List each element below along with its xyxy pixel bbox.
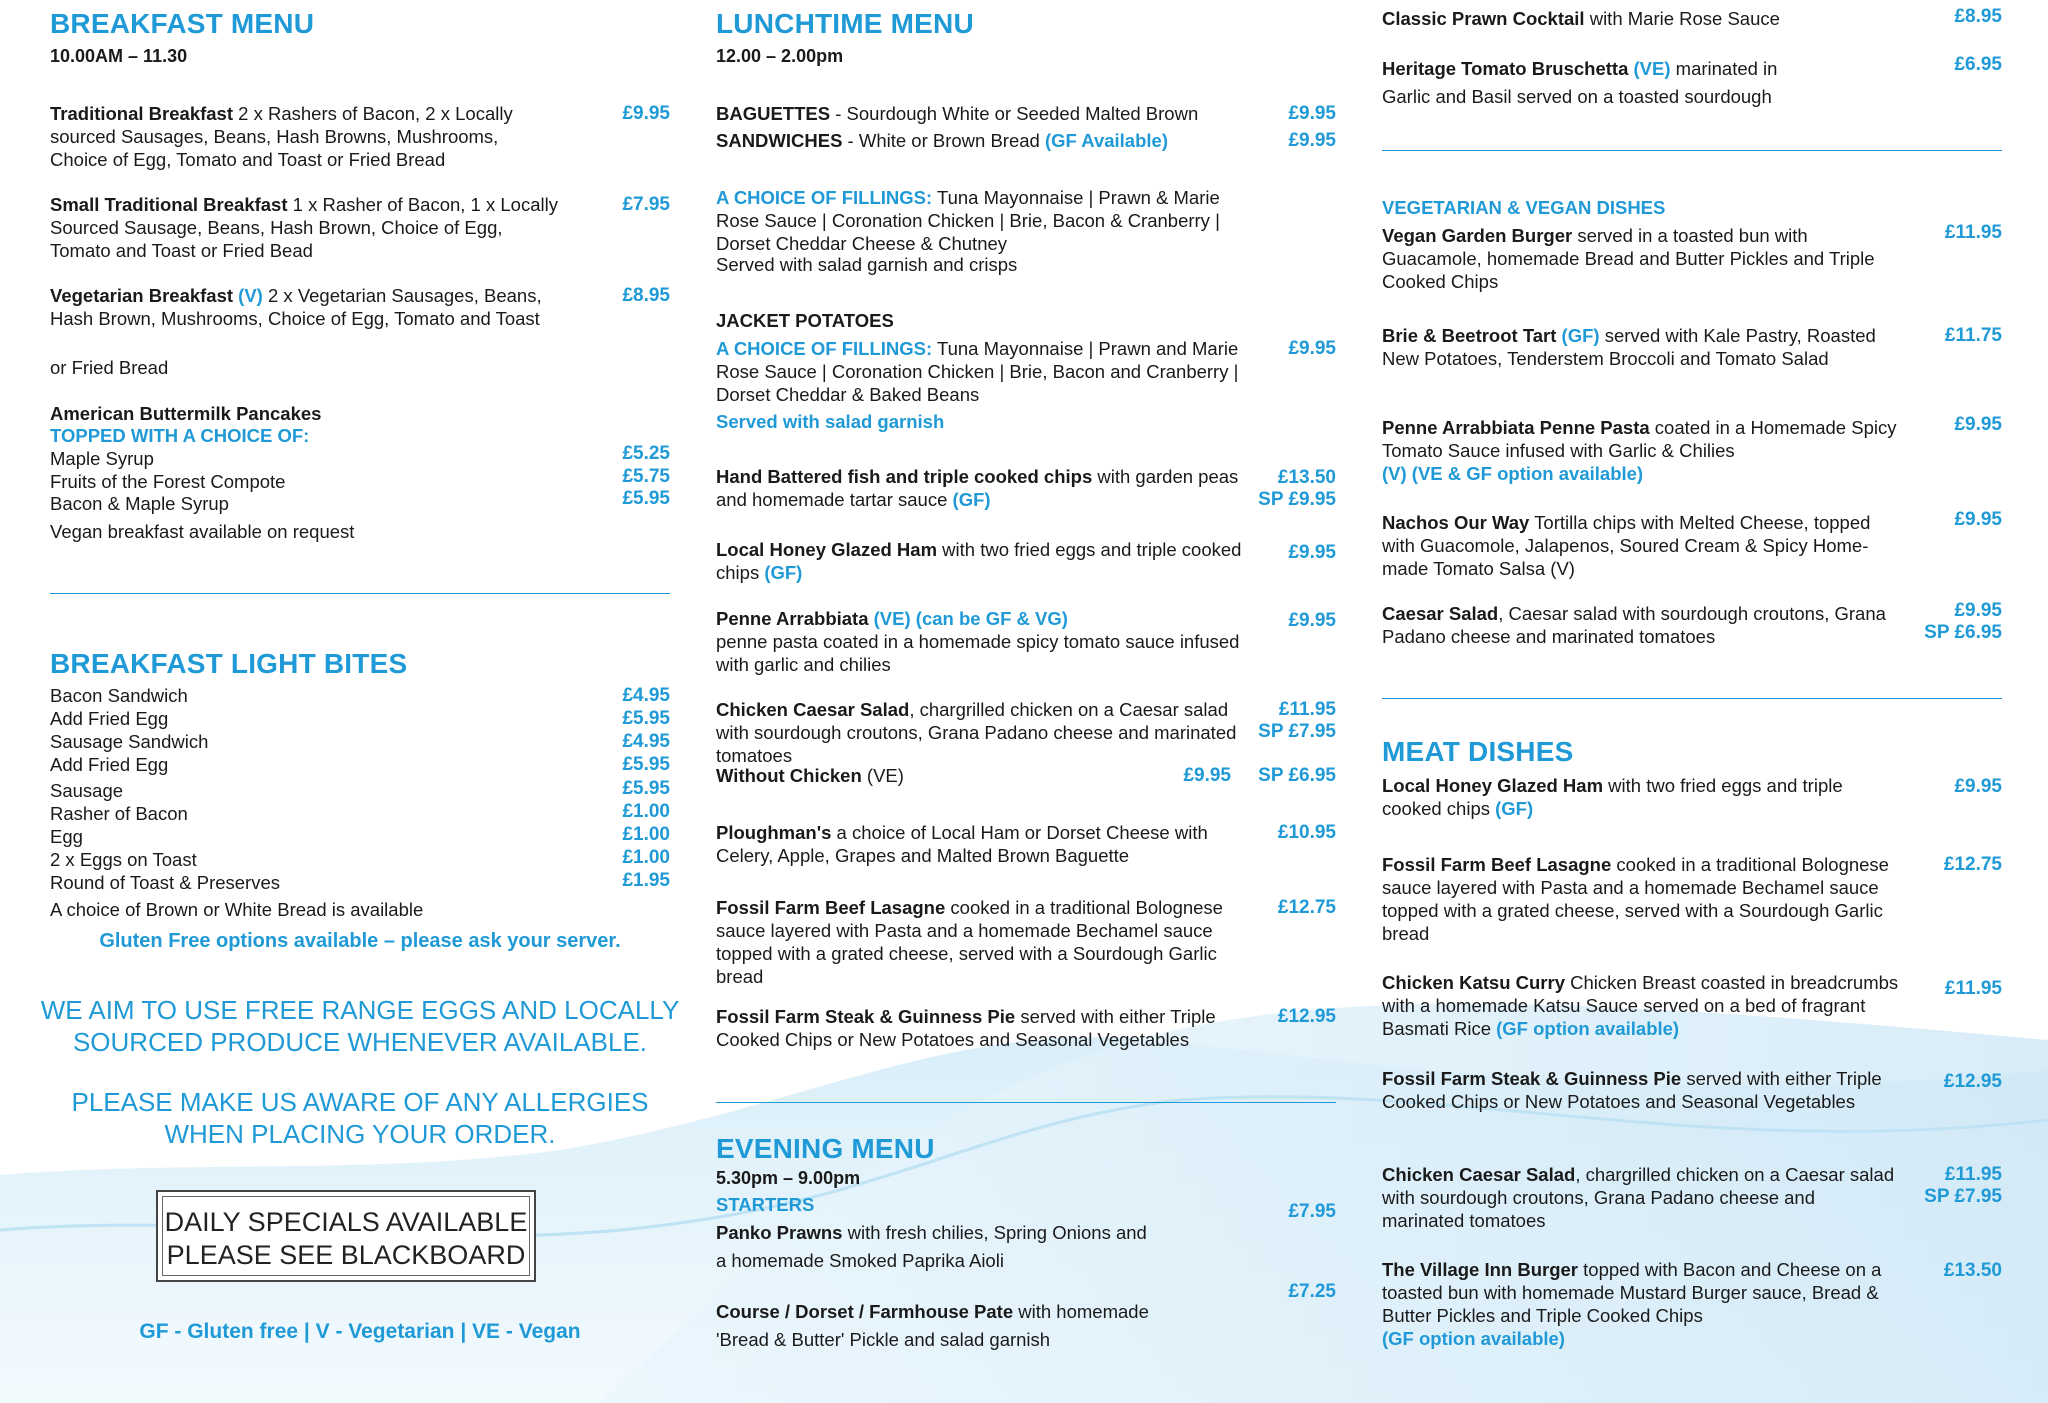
menu-item-meat-ham: Local Honey Glazed Ham with two fried eggs and triple cooked chips (GF) — [1382, 775, 1843, 819]
divider — [716, 1102, 1336, 1103]
breakfast-title: BREAKFAST MENU — [50, 8, 315, 39]
price-vegan-burger: £11.95 — [1944, 222, 2002, 243]
evening-hours: 5.30pm – 9.00pm — [716, 1168, 861, 1188]
price-prawn-cocktail: £8.95 — [1954, 6, 2002, 27]
divider — [50, 593, 670, 594]
menu-item-traditional-breakfast: Traditional Breakfast 2 x Rashers of Bacon, 2 x Locally sourced Sausages, Beans, Hash Browns, Mushrooms, Choice of Egg, Tomato and Toast or Fried Bread — [50, 103, 513, 170]
menu-item-vegetarian-breakfast: Vegetarian Breakfast (V) 2 x Vegetarian Sausages, Beans, Hash Brown, Mushrooms, Choice of Egg, Tomato and Toast — [50, 285, 542, 329]
menu-item-honey-ham: Local Honey Glazed Ham with two fried eggs and triple cooked chips (GF) — [716, 539, 1242, 583]
price-caesar-salad-small: SP £6.95 — [1924, 622, 2002, 643]
list-item: Sausage Sandwich — [50, 731, 209, 752]
price-caesar-salad: £9.95 — [1954, 600, 2002, 621]
list-item: Rasher of Bacon — [50, 803, 188, 824]
price-chicken-caesar-small: SP £7.95 — [1258, 721, 1336, 742]
price-sandwiches: £9.95 — [1288, 130, 1336, 151]
list-item-price: £1.95 — [622, 870, 670, 891]
price-fish-chips-small: SP £9.95 — [1258, 489, 1336, 510]
pate-desc: 'Bread & Butter' Pickle and salad garnish — [716, 1329, 1051, 1350]
price-honey-ham: £9.95 — [1288, 542, 1336, 563]
list-item: Add Fried Egg — [50, 754, 169, 775]
price-fish-chips: £13.50 — [1277, 467, 1336, 488]
menu-item-meat-lasagne: Fossil Farm Beef Lasagne cooked in a traditional Bolognese sauce layered with Pasta and a homemade Bechamel sauce topped with a grated cheese, served with a Sourdough Garlic bread — [1382, 854, 1889, 944]
price-penne-arrabbiata: £9.95 — [1288, 610, 1336, 631]
bread-note: A choice of Brown or White Bread is available — [50, 899, 424, 920]
list-item-price: £1.00 — [622, 801, 670, 822]
price-baguettes: £9.95 — [1288, 103, 1336, 124]
light-bites-title: BREAKFAST LIGHT BITES — [50, 648, 408, 679]
price-steak-pie: £12.95 — [1277, 1006, 1336, 1027]
menu-item-beef-lasagne: Fossil Farm Beef Lasagne cooked in a traditional Bolognese sauce layered with Pasta and a homemade Bechamel sauce topped with a grated cheese, served with a Sourdough Garlic bread — [716, 897, 1223, 987]
lunch-hours: 12.00 – 2.00pm — [716, 46, 844, 66]
price-meat-lasagne: £12.75 — [1943, 854, 2002, 875]
price-ploughmans: £10.95 — [1277, 822, 1336, 843]
list-item-price: £1.00 — [622, 824, 670, 845]
list-item: Round of Toast & Preserves — [50, 872, 281, 893]
vegetarian-breakfast-extra: or Fried Bread — [50, 357, 169, 378]
jacket-potatoes-title: JACKET POTATOES — [716, 310, 894, 331]
pancake-option: Bacon & Maple Syrup — [50, 493, 229, 514]
dietary-legend: GF - Gluten free | V - Vegetarian | VE - Vegan — [139, 1320, 581, 1343]
list-item-price: £4.95 — [622, 685, 670, 706]
gluten-free-note: Gluten Free options available – please ask your server. — [99, 930, 621, 952]
price-without-chicken-small: SP £6.95 — [1258, 765, 1336, 786]
caesar-without-chicken: Without Chicken (VE) — [716, 765, 904, 786]
list-item: Add Fried Egg — [50, 708, 169, 729]
menu-item-fish-chips: Hand Battered fish and triple cooked chips with garden peas and homemade tartar sauce (GF) — [716, 466, 1239, 510]
menu-item-sandwiches: SANDWICHES - White or Brown Bread (GF Available) — [716, 130, 1168, 151]
menu-item-bruschetta: Heritage Tomato Bruschetta (VE) marinated in — [1382, 58, 1778, 79]
menu-item-village-burger: The Village Inn Burger topped with Bacon and Cheese on a toasted bun with homemade Mustard Burger sauce, Bread & Butter Pickles and Triple Cooked Chips (GF option available) — [1382, 1259, 1882, 1349]
price-jacket-potatoes: £9.95 — [1288, 338, 1336, 359]
jacket-served: Served with salad garnish — [716, 411, 945, 432]
price-meat-chicken-caesar-small: SP £7.95 — [1924, 1186, 2002, 1207]
price-traditional-breakfast: £9.95 — [622, 103, 670, 124]
veg-title: VEGETARIAN & VEGAN DISHES — [1382, 197, 1666, 218]
price-meat-steak-pie: £12.95 — [1943, 1071, 2002, 1092]
pancake-price: £5.25 — [622, 443, 670, 464]
sandwich-fillings: A CHOICE OF FILLINGS: Tuna Mayonnaise | Prawn & Marie Rose Sauce | Coronation Chicken | Brie, Bacon & Cranberry | Dorset Cheddar Cheese & Chutney — [716, 187, 1220, 254]
price-without-chicken: £9.95 — [1183, 765, 1231, 786]
jacket-fillings: A CHOICE OF FILLINGS: Tuna Mayonnaise | Prawn and Marie Rose Sauce | Coronation Chicken | Brie, Bacon and Cranberry | Dorset Cheddar & Baked Beans — [716, 338, 1239, 405]
menu-item-meat-chicken-caesar: Chicken Caesar Salad, chargrilled chicken on a Caesar salad with sourdough croutons, Grana Padano cheese and marinated tomatoes — [1382, 1164, 1895, 1231]
menu-item-meat-steak-pie: Fossil Farm Steak & Guinness Pie served with either Triple Cooked Chips or New Potatoes and Seasonal Vegetables — [1382, 1068, 1882, 1112]
pancake-price: £5.75 — [622, 466, 670, 487]
price-penne-pasta: £9.95 — [1954, 414, 2002, 435]
pancake-price: £5.95 — [622, 488, 670, 509]
vegan-breakfast-note: Vegan breakfast available on request — [50, 521, 355, 542]
menu-item-nachos: Nachos Our Way Tortilla chips with Melted Cheese, topped with Guacomole, Jalapenos, Soured Cream & Spicy Home-made Tomato Salsa (V) — [1382, 512, 1871, 579]
menu-item-caesar-salad: Caesar Salad, Caesar salad with sourdough croutons, Grana Padano cheese and marinated tomatoes — [1382, 603, 1886, 647]
menu-item-chicken-caesar: Chicken Caesar Salad, chargrilled chicken on a Caesar salad with sourdough croutons, Grana Padano cheese and marinated tomatoes — [716, 699, 1237, 766]
daily-specials-box — [156, 1190, 536, 1282]
menu-item-ploughmans: Ploughman's a choice of Local Ham or Dorset Cheese with Celery, Apple, Grapes and Malted Brown Baguette — [716, 822, 1208, 866]
list-item-price: £5.95 — [622, 778, 670, 799]
price-brie-tart: £11.75 — [1944, 325, 2002, 346]
price-panko-prawns: £7.95 — [1288, 1201, 1336, 1222]
divider — [1382, 698, 2002, 699]
menu-item-brie-tart: Brie & Beetroot Tart (GF) served with Kale Pastry, Roasted New Potatoes, Tenderstem Broccoli and Tomato Salad — [1382, 325, 1876, 369]
price-bruschetta: £6.95 — [1954, 54, 2002, 75]
price-meat-chicken-caesar: £11.95 — [1944, 1164, 2002, 1185]
divider — [1382, 150, 2002, 151]
specials-line2: PLEASE SEE BLACKBOARD — [166, 1240, 526, 1270]
menu-item-prawn-cocktail: Classic Prawn Cocktail with Marie Rose Sauce — [1382, 8, 1780, 29]
lunch-title: LUNCHTIME MENU — [716, 8, 974, 39]
list-item: Bacon Sandwich — [50, 685, 188, 706]
price-nachos: £9.95 — [1954, 509, 2002, 530]
menu-item-katsu-curry: Chicken Katsu Curry Chicken Breast coasted in breadcrumbs with a homemade Katsu Sauce served on a bed of fragrant Basmati Rice (GF option available) — [1382, 972, 1899, 1039]
list-item: Sausage — [50, 780, 124, 801]
menu-item-pate: Course / Dorset / Farmhouse Pate with homemade — [716, 1301, 1149, 1322]
list-item: 2 x Eggs on Toast — [50, 849, 197, 870]
price-pate: £7.25 — [1288, 1281, 1336, 1302]
menu-item-small-breakfast: Small Traditional Breakfast 1 x Rasher of Bacon, 1 x Locally Sourced Sausage, Beans, Hash Brown, Choice of Egg, Tomato and Toast or Fried Bead — [50, 194, 558, 261]
bruschetta-desc: Garlic and Basil served on a toasted sourdough — [1382, 86, 1772, 107]
menu-item-panko-prawns: Panko Prawns with fresh chilies, Spring Onions and — [716, 1222, 1147, 1243]
pancake-option: Maple Syrup — [50, 448, 154, 469]
pancake-option: Fruits of the Forest Compote — [50, 471, 286, 492]
fillings-served: Served with salad garnish and crisps — [716, 254, 1018, 275]
price-beef-lasagne: £12.75 — [1277, 897, 1336, 918]
pancakes-title: American Buttermilk Pancakes — [50, 403, 322, 424]
specials-line1: DAILY SPECIALS AVAILABLE — [164, 1207, 528, 1237]
price-small-breakfast: £7.95 — [622, 194, 670, 215]
list-item-price: £5.95 — [622, 754, 670, 775]
evening-title: EVENING MENU — [716, 1133, 935, 1164]
meat-title: MEAT DISHES — [1382, 736, 1574, 767]
menu-item-penne-pasta: Penne Arrabbiata Penne Pasta coated in a Homemade Spicy Tomato Sauce infused with Garlic & Chilies (V) (VE & GF option available) — [1382, 417, 1897, 484]
menu-item-penne-arrabbiata: Penne Arrabbiata (VE) (can be GF & VG) penne pasta coated in a homemade spicy tomato sauce infused with garlic and chilies — [716, 608, 1240, 675]
pancakes-topped-label: TOPPED WITH A CHOICE OF: — [50, 425, 310, 446]
allergy-notice: PLEASE MAKE US AWARE OF ANY ALLERGIES WHEN PLACING YOUR ORDER. — [71, 1087, 649, 1149]
panko-prawns-desc: a homemade Smoked Paprika Aioli — [716, 1250, 1004, 1271]
list-item: Egg — [50, 826, 83, 847]
price-meat-ham: £9.95 — [1954, 776, 2002, 797]
price-katsu-curry: £11.95 — [1944, 978, 2002, 999]
produce-notice: WE AIM TO USE FREE RANGE EGGS AND LOCALLY SOURCED PRODUCE WHENEVER AVAILABLE. — [40, 995, 680, 1057]
menu-item-baguettes: BAGUETTES - Sourdough White or Seeded Malted Brown — [716, 103, 1199, 124]
breakfast-hours: 10.00AM – 11.30 — [50, 46, 188, 66]
price-village-burger: £13.50 — [1943, 1260, 2002, 1281]
starters-label: STARTERS — [716, 1194, 815, 1215]
price-chicken-caesar: £11.95 — [1278, 699, 1336, 720]
menu-item-steak-pie: Fossil Farm Steak & Guinness Pie served with either Triple Cooked Chips or New Potatoes and Seasonal Vegetables — [716, 1006, 1216, 1050]
menu-item-vegan-burger: Vegan Garden Burger served in a toasted bun with Guacamole, homemade Bread and Butter Pickles and Triple Cooked Chips — [1382, 225, 1875, 292]
price-vegetarian-breakfast: £8.95 — [622, 285, 670, 306]
list-item-price: £5.95 — [622, 708, 670, 729]
list-item-price: £4.95 — [622, 731, 670, 752]
list-item-price: £1.00 — [622, 847, 670, 868]
